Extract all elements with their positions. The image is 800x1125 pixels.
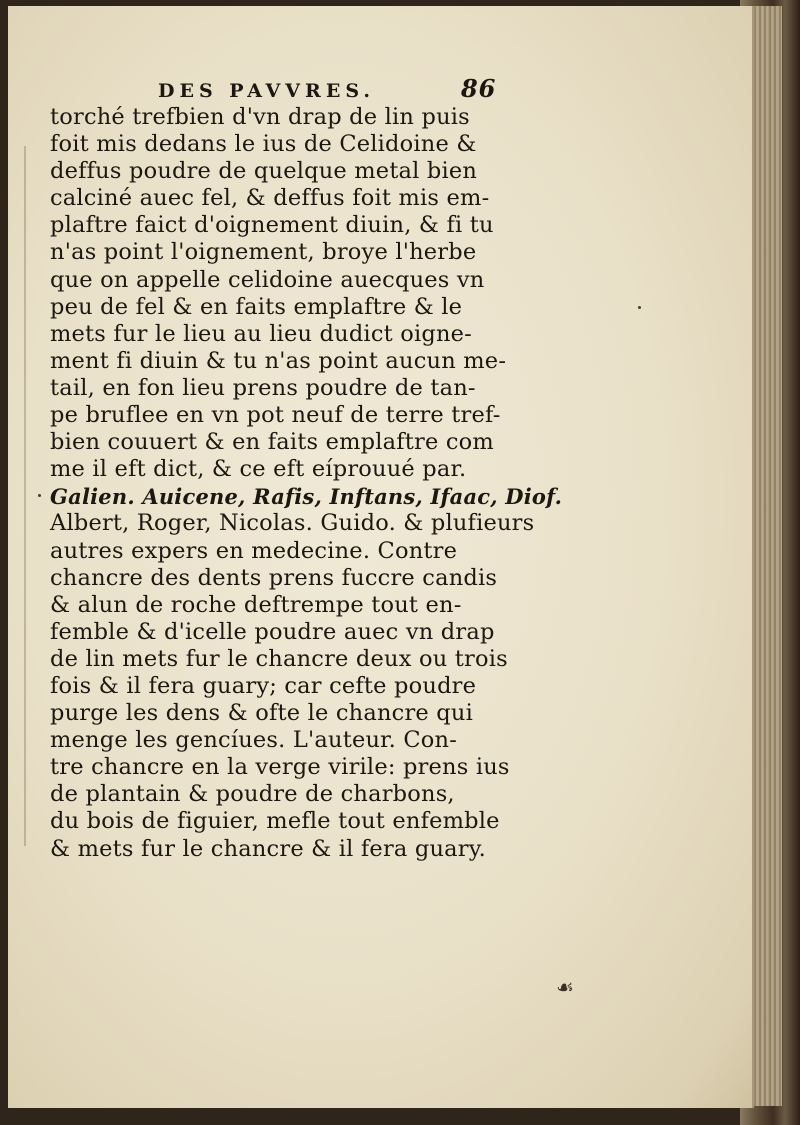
ink-speck [38, 494, 41, 497]
text-line: que on appelle celidoine auecques vn [50, 266, 485, 293]
authorities-line: Galien. Auicene, Rafis, Inftans, Ifaac, Diof. [50, 484, 563, 510]
text-line: menge les gencíues. L'auteur. Con- [50, 727, 458, 754]
text-line: femble & d'icelle poudre auec vn drap [50, 618, 495, 645]
ink-speck [638, 306, 641, 309]
text-line: Albert, Roger, Nicolas. Guido. & plufieurs [50, 510, 535, 537]
text-line: tre chancre en la verge virile: prens ius [50, 754, 510, 781]
text-line: torché trefbien d'vn drap de lin puis [50, 104, 470, 130]
text-line: plaftre faict d'oignement diuin, & fi tu [50, 212, 494, 239]
gutter-shadow [24, 146, 26, 846]
text-line: & alun de roche deftrempe tout en- [50, 591, 462, 618]
text-line: autres expers en medecine. Contre [50, 537, 458, 564]
text-line: tail, en fon lieu prens poudre de tan- [50, 374, 476, 401]
text-line: me il eft dict, & ce eft eíprouué par. [50, 456, 467, 483]
text-line: purge les dens & ofte le chancre qui [50, 700, 473, 727]
text-line: & mets fur le chancre & il fera guary. [50, 835, 487, 862]
text-line: n'as point l'oignement, broye l'herbe [50, 239, 477, 266]
running-head [158, 74, 550, 104]
page-number: 86 [460, 74, 497, 103]
text-line: de plantain & poudre de charbons, [50, 781, 455, 808]
text-line: peu de fel & en faits emplaftre & le [50, 293, 463, 320]
text-line: du bois de figuier, mefle tout enfemble [50, 808, 500, 835]
running-head-title: DES PAVVRES. [158, 80, 375, 102]
text-line: bien couuert & en faits emplaftre com [50, 429, 494, 456]
text-line: calciné auec fel, & deffus foit mis em- [50, 185, 490, 212]
text-line: chancre des dents prens fuccre candis [50, 564, 498, 591]
text-line: foit mis dedans le ius de Celidoine & [50, 131, 477, 158]
text-line: pe bruflee en vn pot neuf de terre tref- [50, 402, 501, 429]
text-line: de lin mets fur le chancre deux ou trois [50, 645, 508, 672]
text-line: deffus poudre de quelque metal bien [50, 158, 478, 185]
text-line: fois & il fera guary; car cefte poudre [50, 672, 477, 699]
text-line: mets fur le lieu au lieu dudict oigne- [50, 320, 472, 347]
end-ornament: ☙ [556, 975, 574, 999]
text-block [50, 74, 563, 863]
text-line: ment fi diuin & tu n'as point aucun me- [50, 347, 507, 374]
